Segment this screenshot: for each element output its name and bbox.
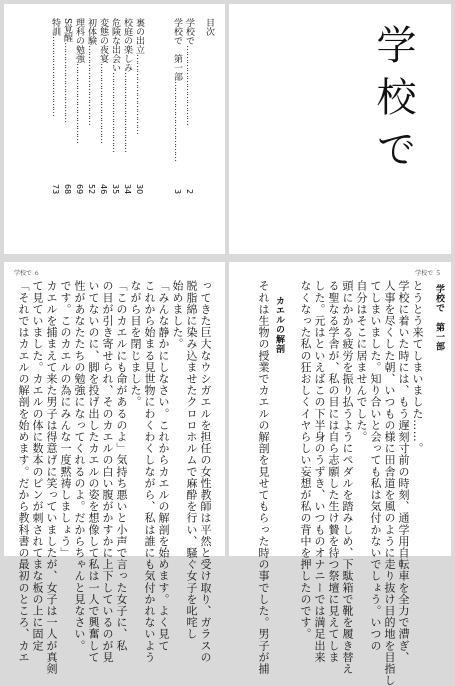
text-line: 「みんな静かにしなさい。これからカエルの解剖を始めます。よく見て: [157, 280, 170, 652]
running-head: 学校で ６: [14, 270, 40, 277]
toc-entry-label: 変態の夜宴: [98, 18, 108, 63]
text-line: ながら目を閉じました。: [129, 280, 142, 408]
toc-entry[interactable]: [95, 18, 107, 194]
body-page-5: [229, 262, 451, 686]
toc-page-number: 69: [75, 183, 84, 194]
toc-page-number: 52: [87, 183, 96, 194]
toc-entry[interactable]: [169, 18, 181, 194]
toc-entry-label: 初体験: [86, 18, 96, 45]
toc-entry[interactable]: [131, 18, 143, 194]
text-line: てしまいました。知り合いと会っても私は気付かないでしょう。いつの: [369, 280, 382, 652]
toc-leader: …………………………: [62, 42, 72, 123]
toc-entry[interactable]: [71, 18, 83, 194]
toc-entry-label: S覚醒: [62, 18, 72, 43]
toc-leader: …………………………: [50, 36, 60, 116]
toc-entry[interactable]: [181, 18, 193, 194]
toc-entry[interactable]: [47, 18, 59, 194]
toc-entry[interactable]: [143, 18, 155, 194]
text-line: 学校に着いた時には、もう遅刻寸前の時刻、通学用自転車を全力で漕ぎ、: [397, 280, 410, 663]
body-page-6: [4, 262, 225, 675]
book-title: 学校で: [370, 24, 416, 180]
toc-entry-label: 特訓: [50, 18, 60, 36]
text-line: なくなった私の狂おしくイヤらしい妄想が私の背中を押したのです。: [299, 280, 312, 640]
toc-entry-label: 理科の勉強: [74, 18, 84, 63]
toc-entry[interactable]: [83, 18, 95, 194]
text-line: 自分はそこに居ませんでした。: [355, 280, 368, 443]
toc-page-number: 3: [173, 188, 182, 194]
toc-leader: …………………………: [172, 81, 182, 161]
toc-entry[interactable]: [119, 18, 131, 194]
text-line: それは生物の授業でカエルの解剖を見せてもらった時の事でした。男子が捕: [257, 280, 270, 675]
toc-entry[interactable]: [59, 18, 71, 194]
toc-leader: …………………………: [74, 63, 84, 143]
text-line: の目が引き寄せられ、そのカエルの白い腹がかすかに上下しているのが見: [101, 280, 114, 663]
section-heading: カエルの解剖: [274, 296, 284, 354]
toc-page-number: 30: [135, 183, 144, 194]
running-head: 学校で ５: [415, 270, 441, 277]
text-line: ってきた巨大なウシガエルを担任の女性教師は平然と受け取り、ガラスの: [199, 280, 212, 663]
text-line: 頭にかかる疲労を振り払うようにペダルを踏みしめ、下駄箱で靴を履き替え: [341, 280, 354, 675]
text-line: これから始まる見世物にわくわくしながら、私は誰にも気付かれないよう: [143, 280, 156, 663]
toc-page-number: 2: [185, 188, 194, 194]
text-line: る聖なる学舎が、私の目には自ら志願した生け贄を待つ祭壇に見えてしま: [327, 280, 340, 663]
text-line: です。このカエルの為にみんな一度黙祷しましょう」: [59, 280, 72, 559]
toc-page-number: 35: [111, 183, 120, 194]
text-line: 「このカエルにも命があるのよ」気持ち悪いと小声で言った女子に、私: [115, 280, 128, 652]
toc-leader: …………………………: [110, 72, 120, 152]
toc-leader: …………………………: [184, 45, 194, 125]
text-line: 性があなたたちの勉強になってくれるのよ。だからちゃんと見なさい。: [73, 280, 86, 652]
toc-entry-label: 学校で 第一部: [172, 18, 182, 81]
text-line: カエルを捕まえて来た男子は得意げに笑っていましたが、女子は一人が真剣: [45, 280, 58, 675]
toc-entry-label: 学校で: [184, 18, 194, 45]
toc-leader: …………………………: [86, 45, 96, 125]
toc-page-number: 34: [123, 183, 132, 194]
text-line: 脱脂綿に染み込ませたクロロホルムで麻酔を行い、騒ぐ女子を叱咤し: [185, 280, 198, 640]
toc-heading: 目次: [204, 18, 214, 36]
toc-leader: …………………………: [122, 72, 132, 152]
text-line: した。元はといえばこの下半身のうずき、いつものオナニーでは満足出来: [313, 280, 326, 663]
toc-entry-label: 危険な出会い: [110, 18, 120, 72]
text-line: 始めました。: [171, 280, 184, 350]
title-page: [229, 4, 451, 254]
chapter-heading: 学校で 第一部: [434, 284, 444, 352]
toc-entry-label: 校庭の楽しみ: [122, 18, 132, 72]
toc-entry-label: 裏の出立: [134, 18, 144, 54]
text-line: いてないのに、脚を投げ出したカエルの姿を想像して私は一人で興奮して: [87, 280, 100, 663]
toc-leader: …………………………: [98, 63, 108, 143]
toc-leader: …………………………: [134, 54, 144, 134]
text-line: [285, 280, 297, 550]
toc-entry[interactable]: [107, 18, 119, 194]
text-line: とうとう来てしまいました……。: [411, 280, 424, 454]
toc-page-number: 73: [51, 183, 60, 194]
text-line: 人事を尽くした朝、いつもの様に田舎道を風のように走り抜け目的地を目指し: [383, 280, 396, 686]
toc-page-number: 68: [63, 183, 72, 194]
text-line: て見ていました。カエルの体に数本のピンが刺されてまな板の上に固定: [31, 280, 44, 652]
toc-page: [4, 4, 225, 254]
toc-page-number: 46: [99, 183, 108, 194]
text-line: 「それではカエルの解剖を始めます。だから教科書の最初のところ、カエ: [17, 280, 30, 663]
